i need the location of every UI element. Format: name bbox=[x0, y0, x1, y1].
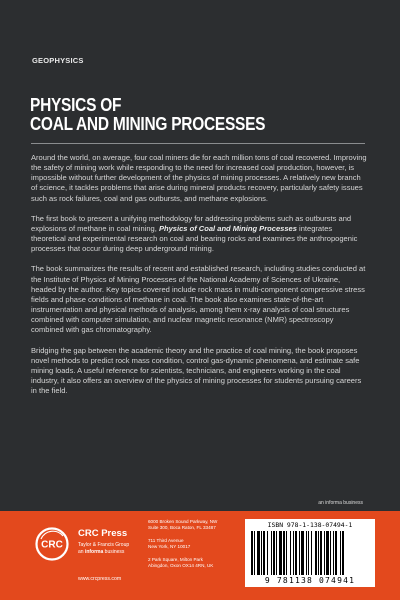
title-line-2: COAL AND MINING PROCESSES bbox=[30, 114, 266, 134]
barcode-bar bbox=[286, 531, 287, 575]
barcode-bar bbox=[311, 531, 312, 575]
title-divider bbox=[31, 143, 365, 144]
book-title-inline: Physics of Coal and Mining Processes bbox=[158, 223, 297, 233]
barcode-bar bbox=[273, 531, 275, 575]
paragraph-1: Around the world, on average, four coal miners die for each million tons of coal recovered. Improving the safety of mining work while responding to the need for increased coal production, however, is impossible without further development of the physics of mining processes. A relatively new branch of science, it tackles problems that arise during mineral products recovery, particularly safety issues such as rock failures, coal and gas outbursts, and methane explosions. bbox=[31, 153, 367, 203]
barcode-bar bbox=[254, 531, 255, 575]
barcode-bar bbox=[340, 531, 341, 575]
informa-business-label: an informa business bbox=[318, 500, 363, 506]
barcode-bar bbox=[335, 531, 337, 575]
paragraph-3: The book summarizes the results of recent and established research, including studies conducted at the Institute of Physics of Mining Processes of the National Academy of Sciences of Ukraine, headed by the author. Key topics covered include rock mass in multi-component compressive stress fields and phase conditions of methane in coal. The book also examines state-of-the-art instrumentation and physical methods of analysis, among them x-ray analysis of coal structures combined with computer simulation, and nuclear magnetic resonance (NMR) spectroscopy combined with gas chromatography. bbox=[31, 264, 366, 335]
paragraph-4: Bridging the gap between the academic theory and the practice of coal mining, the book proposes novel methods to predict rock mass condition, control gas-dynamic phenomena, and estimate safe mining loads. A useful reference for scientists, technicians, and engineers working in the coal industry, it also offers an overview of the physics of mining processes for students pursuing careers in the field. bbox=[31, 345, 362, 396]
barcode-bar bbox=[320, 531, 322, 575]
category-label: GEOPHYSICS bbox=[32, 56, 84, 65]
crc-logo-text: CRC bbox=[41, 539, 63, 551]
title-line-1: PHYSICS OF bbox=[30, 95, 122, 115]
barcode-bar bbox=[326, 531, 329, 575]
barcode-bar bbox=[315, 531, 317, 575]
address-new-york: 711 Third Avenue New York, NY 10017 bbox=[148, 538, 191, 549]
barcode-bar bbox=[251, 531, 253, 575]
barcode-bar bbox=[263, 531, 265, 575]
barcode-bar bbox=[308, 531, 309, 575]
address-boca-raton: 6000 Broken Sound Parkway, NW Suite 300, Boca Raton, FL 33487 bbox=[148, 519, 218, 530]
barcode-bar bbox=[330, 531, 331, 575]
barcode-bar bbox=[295, 531, 297, 575]
crc-logo-icon bbox=[35, 527, 69, 561]
barcode-bar bbox=[267, 531, 268, 575]
publisher-group: Taylor & Francis Group bbox=[78, 542, 130, 548]
barcode-number: 9 781138 074941 bbox=[264, 576, 356, 585]
barcode-bar bbox=[261, 531, 262, 575]
barcode-bar bbox=[276, 531, 277, 575]
barcode-bar bbox=[306, 531, 307, 575]
barcode-bar bbox=[318, 531, 319, 575]
barcode-bar bbox=[342, 531, 344, 575]
barcode-bar bbox=[324, 531, 325, 575]
book-title bbox=[30, 96, 322, 134]
barcode-bar bbox=[299, 531, 300, 575]
publisher-name: CRC Press bbox=[78, 528, 128, 539]
barcode-bar bbox=[301, 531, 304, 575]
description bbox=[31, 153, 367, 406]
publisher-url[interactable]: www.crcpress.com bbox=[78, 576, 122, 582]
barcode-bar bbox=[283, 531, 285, 575]
barcode-bar bbox=[279, 531, 282, 575]
barcode-bar bbox=[257, 531, 260, 575]
barcode-bar bbox=[290, 531, 291, 575]
barcode-icon bbox=[251, 531, 369, 575]
barcode-bar bbox=[293, 531, 294, 575]
publisher-informa: an informa business bbox=[78, 549, 125, 555]
barcode-bar bbox=[333, 531, 334, 575]
paragraph-2: The first book to present a unifying methodology for addressing problems such as outbursts and explosions of methane in coal mining, Physics of Coal and Mining Processes integrates theoretical and experimental research on coal and bearing rocks and examines the anthropogenic processes that occur during deep underground mining. bbox=[31, 213, 358, 254]
address-abingdon: 2 Park Square, Milton Park Abingdon, Oxon OX14 4RN, UK bbox=[148, 557, 214, 568]
isbn-text: ISBN 978-1-138-07494-1 bbox=[267, 521, 353, 529]
barcode-bar bbox=[271, 531, 272, 575]
